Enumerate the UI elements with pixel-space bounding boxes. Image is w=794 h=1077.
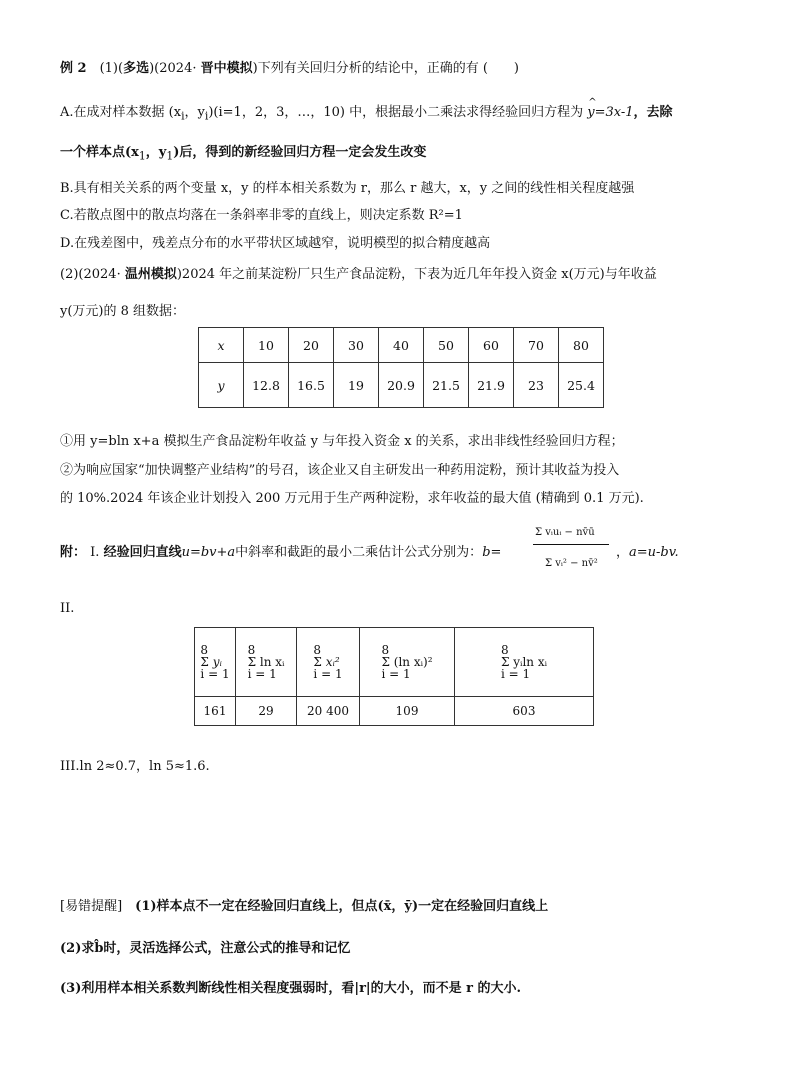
option-b: B.具有相关关系的两个变量 x，y 的样本相关系数为 r，那么 r 越大，x，y 之间的线性相关程度越强	[60, 181, 635, 196]
regression-line-formula: u=bv+a	[181, 545, 236, 560]
example-tag: 例 2	[60, 61, 87, 76]
intercept-formula: ，a=u-bv.	[616, 545, 679, 560]
table-row: x 10 20 30 40 50 60 70 80	[199, 328, 604, 363]
task-1: ①用 y=bln x+a 模拟生产食品淀粉年收益 y 与年投入资金 x 的关系，求出非线性经验回归方程；	[60, 434, 624, 449]
slope-denominator: Σ vᵢ² − nv̄²	[545, 558, 598, 569]
table-row: 161 29 20 400 109 603	[195, 697, 594, 726]
option-d: D.在残差图中，残差点分布的水平带状区域越窄，说明模型的拟合精度越高	[60, 236, 491, 251]
appendix-roman-3: III.ln 2≈0.7，ln 5≈1.6.	[60, 759, 210, 774]
table-row: 8 Σ yᵢ i = 1 8 Σ ln xᵢ i = 1 8 Σ xᵢ² i = 1 8 Σ (ln xᵢ)² i = 1 8 Σ yᵢln xᵢ i = 1	[195, 628, 594, 697]
tip-2: (2)求b̂时，灵活选择公式，注意公式的推导和记忆	[60, 941, 351, 956]
sums-table	[194, 627, 594, 726]
fraction-bar	[533, 544, 609, 545]
appendix-roman-2: II.	[60, 601, 75, 616]
task-2-line1: ②为响应国家“加快调整产业结构”的号召，该企业又自主研发出一种药用淀粉，预计其收益为投入	[60, 463, 620, 478]
part2-intro2: y(万元)的 8 组数据：	[60, 304, 186, 319]
regression-equation: ^ y=3x-1	[587, 104, 633, 122]
tip-1: [易错提醒] (1)样本点不一定在经验回归直线上，但点(x̄，ȳ)一定在经验回归直线上	[60, 899, 549, 914]
part2-intro: (2)(2024· 温州模拟)2024 年之前某淀粉厂只生产食品淀粉，下表为近几年年投入资金 x(万元)与年收益	[60, 267, 657, 282]
tips-label: [易错提醒]	[60, 899, 123, 914]
slope-numerator: Σ vᵢuᵢ − nv̄ū	[535, 527, 595, 538]
data-table	[198, 327, 604, 408]
appendix-line: 附： I. 经验回归直线u=bv+a中斜率和截距的最小二乘估计公式分别为：b=	[60, 545, 502, 560]
option-c: C.若散点图中的散点均落在一条斜率非零的直线上，则决定系数 R²=1	[60, 208, 463, 223]
tip-3: (3)利用样本相关系数判断线性相关程度强弱时，看|r|的大小，而不是 r 的大小.	[60, 981, 522, 996]
example-title: 例 2 (1)(多选)(2024· 晋中模拟)下列有关回归分析的结论中，正确的有 ( )	[60, 61, 519, 76]
option-a-line1: A.在成对样本数据 ($x_i$，$y_i)(i=1$，2，3，…，10) 中，根据最小二乘法求得经验回归方程为 ^ y=3x-1，去除	[60, 104, 673, 126]
option-a-line2: 一个样本点($x_1$，$y_1$)后，得到的新经验回归方程一定会发生改变	[60, 145, 427, 163]
task-2-line2: 的 10%.2024 年该企业计划投入 200 万元用于生产两种淀粉，求年收益的最大值 (精确到 0.1 万元).	[60, 491, 644, 506]
table-row: y 12.8 16.5 19 20.9 21.5 21.9 23 25.4	[199, 363, 604, 408]
